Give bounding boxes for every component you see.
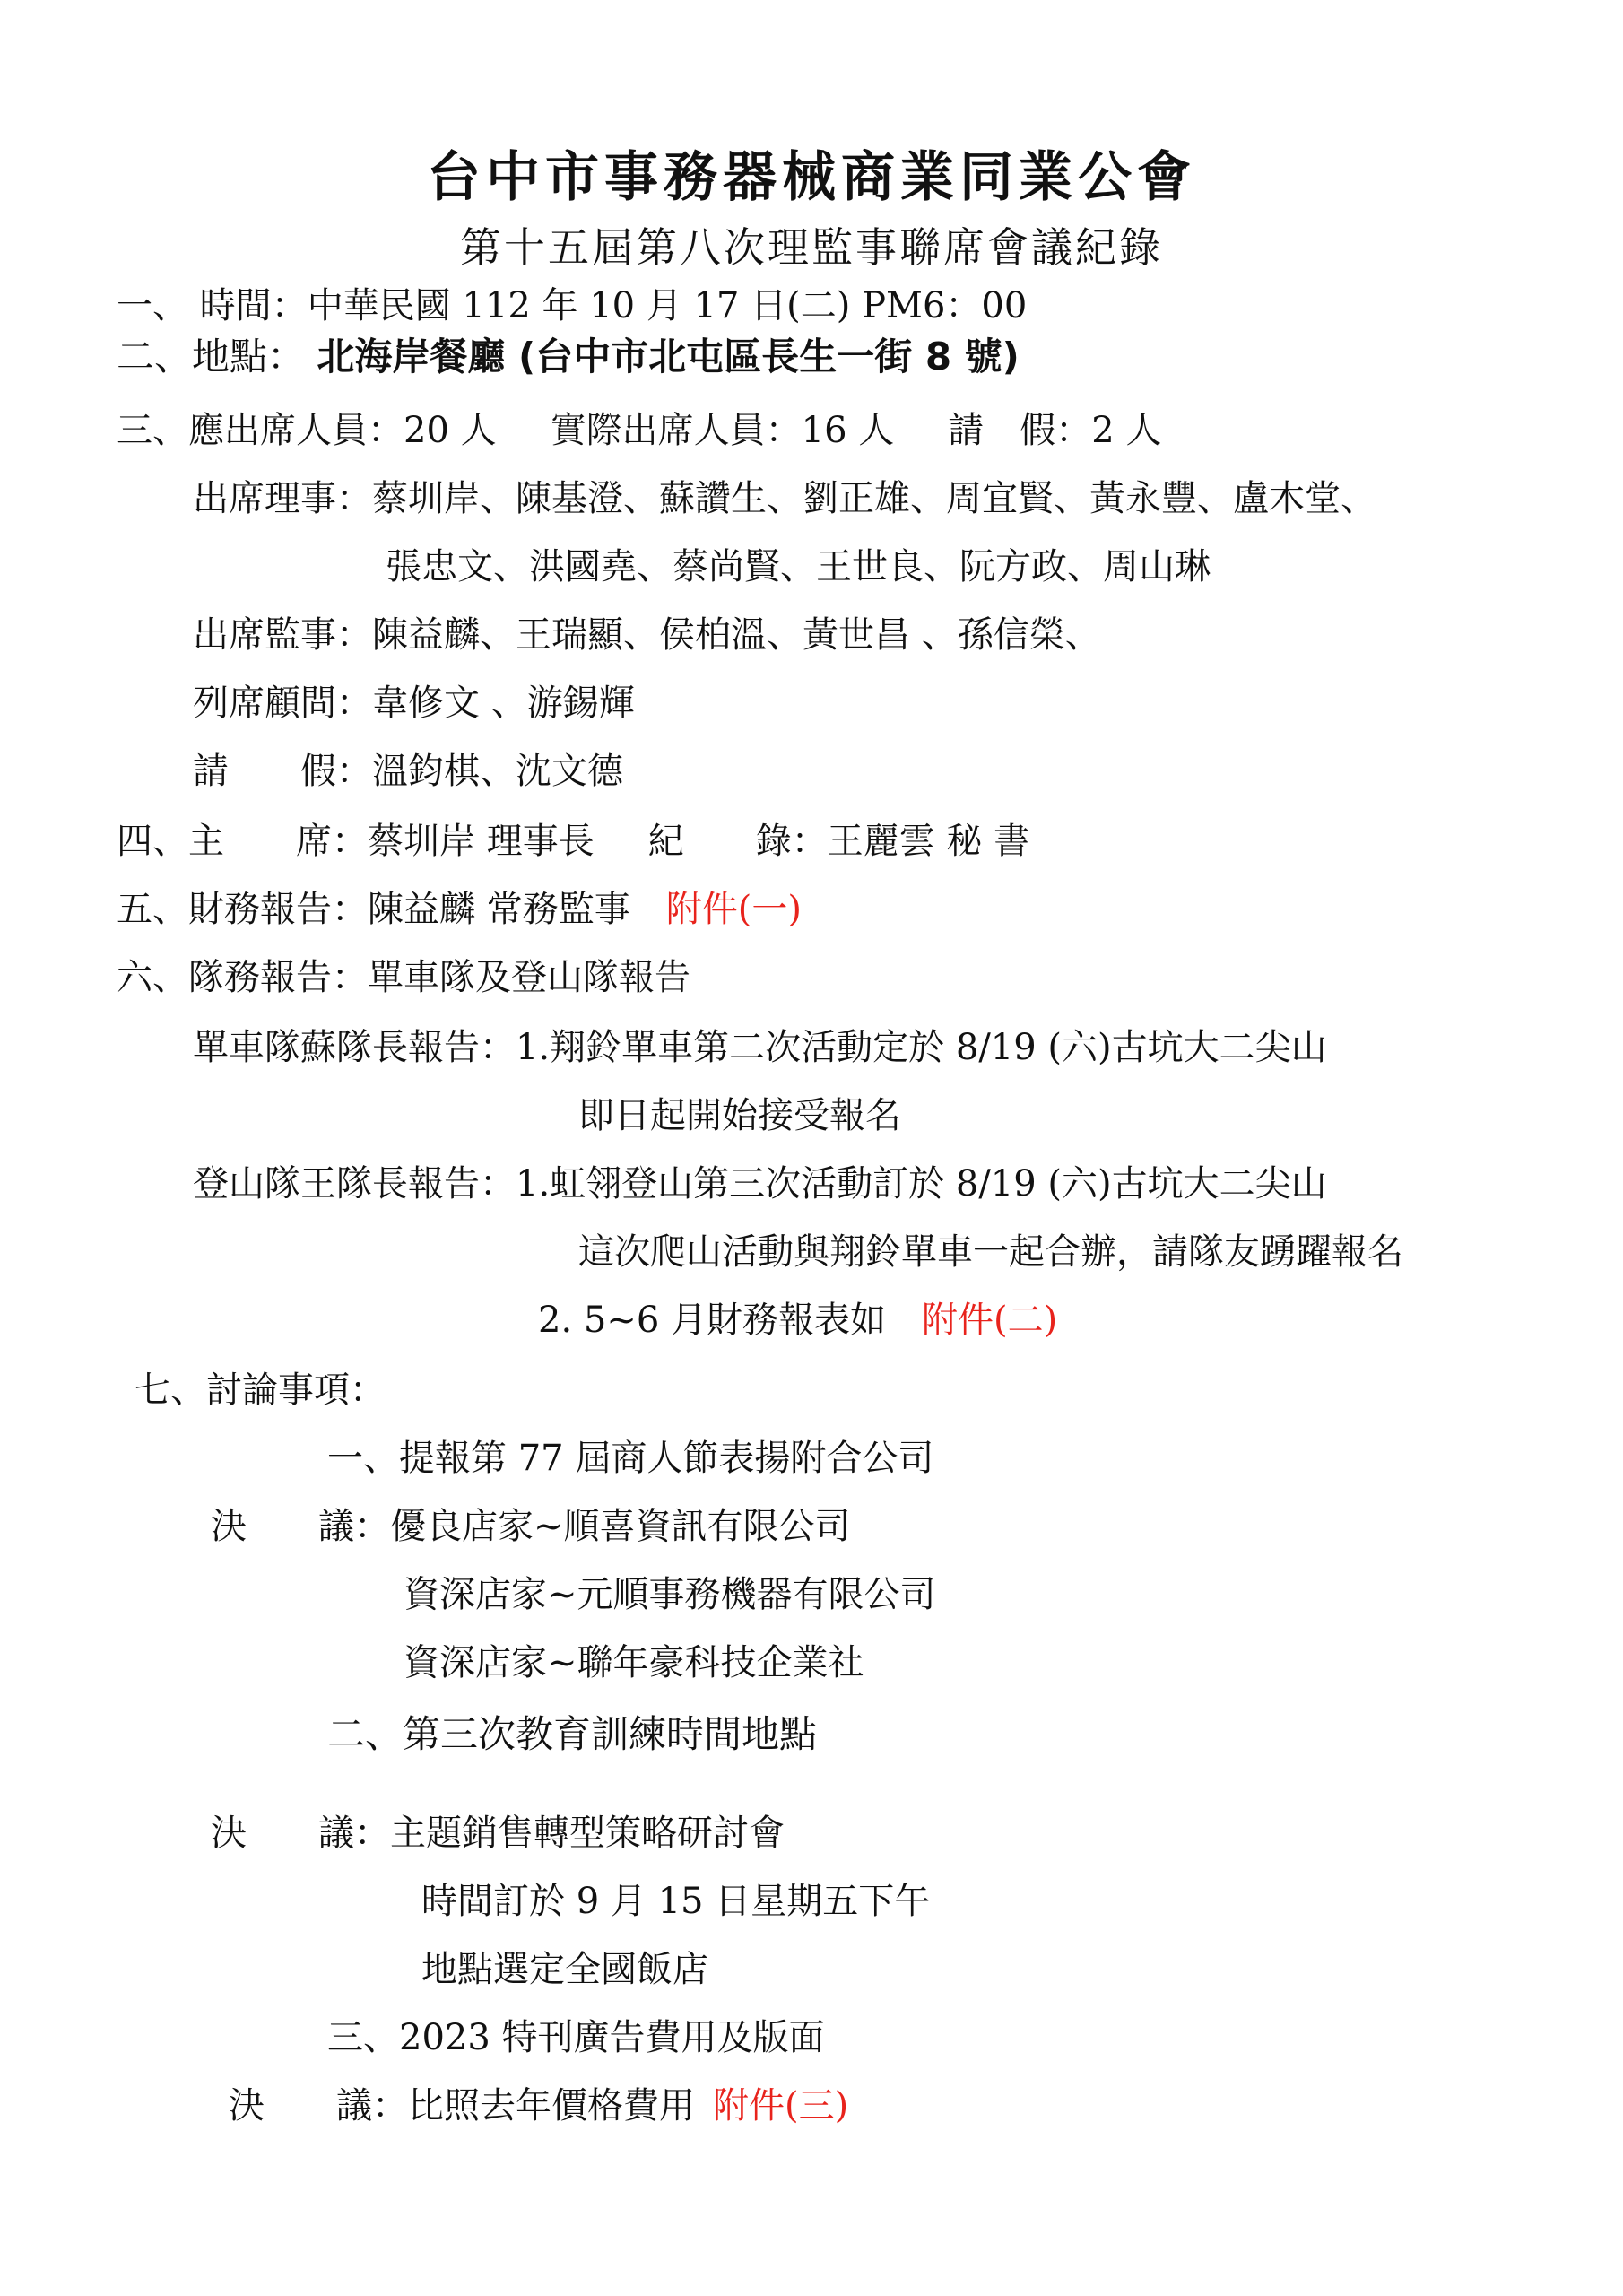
discussion-2-resolution-2: 時間訂於 9 月 15 日星期五下午 xyxy=(421,1881,931,1922)
bike-report-line-1: 單車隊蘇隊長報告：1.翔鈴單車第二次活動定於 8/19 (六)古坑大二尖山 xyxy=(193,1027,1327,1068)
discussion-1-resolution-2: 資深店家~元順事務機器有限公司 xyxy=(404,1574,936,1615)
recorder: 紀 錄：王麗雲 秘 書 xyxy=(647,821,1030,862)
advisors-line: 列席顧問：韋修文 、游錫輝 xyxy=(193,683,635,724)
discussion-heading: 七、討論事項： xyxy=(135,1370,386,1411)
finance-report: 五、財務報告：陳益麟 常務監事 xyxy=(117,889,630,930)
attendance-leave: 請 假：2 人 xyxy=(948,410,1162,451)
discussion-1-topic: 一、提報第 77 屆商人節表揚附合公司 xyxy=(327,1438,934,1479)
document-title: 台中市事務器械商業同業公會 xyxy=(427,146,1196,209)
directors-line-1: 出席理事：蔡圳岸、陳基澄、蘇讚生、劉正雄、周宜賢、黃永豐、盧木堂、 xyxy=(193,478,1376,519)
attendance-actual: 實際出席人員：16 人 xyxy=(550,410,895,451)
finance-report-line xyxy=(117,886,802,933)
document-subtitle: 第十五屆第八次理監事聯席會議紀錄 xyxy=(460,223,1163,272)
discussion-1-resolution-3: 資深店家~聯年豪科技企業社 xyxy=(404,1642,864,1683)
hike-finance-text: 2. 5~6 月財務報表如 xyxy=(538,1300,887,1341)
meeting-place xyxy=(117,334,1020,380)
team-report: 六、隊務報告：單車隊及登山隊報告 xyxy=(117,957,690,998)
hike-report-line-2: 這次爬山活動與翔鈴單車一起合辦，請隊友踴躍報名 xyxy=(578,1231,1403,1273)
discussion-2-resolution: 決 議：主題銷售轉型策略研討會 xyxy=(211,1813,785,1854)
attendance-expected: 三、應出席人員：20 人 xyxy=(117,410,497,451)
discussion-3-attachment-link[interactable]: 附件(三) xyxy=(713,2085,849,2126)
finance-attachment-link[interactable]: 附件(一) xyxy=(665,889,802,930)
discussion-3-resolution: 決 議：比照去年價格費用 xyxy=(229,2085,695,2126)
bike-report-line-2: 即日起開始接受報名 xyxy=(578,1095,901,1136)
discussion-2-resolution-3: 地點選定全國飯店 xyxy=(421,1949,708,1990)
chair: 四、主 席：蔡圳岸 理事長 xyxy=(117,821,595,862)
leave-line: 請 假：溫鈞棋、沈文德 xyxy=(193,751,623,792)
hike-report-line-1: 登山隊王隊長報告：1.虹翎登山第三次活動訂於 8/19 (六)古坑大二尖山 xyxy=(193,1163,1327,1205)
hike-report-line-3 xyxy=(538,1297,1057,1344)
meeting-place-value: 北海岸餐廳 (台中市北屯區長生一街 8 號) xyxy=(317,335,1020,378)
supervisors-line: 出席監事：陳益麟、王瑞顯、侯柏溫、黃世昌 、孫信榮、 xyxy=(193,614,1101,656)
discussion-3-topic: 三、2023 特刊廣告費用及版面 xyxy=(327,2017,825,2058)
discussion-2-topic: 二、第三次教育訓練時間地點 xyxy=(327,1712,818,1756)
attendance-summary xyxy=(117,407,1161,454)
directors-line-2: 張忠文、洪國堯、蔡尚賢、王世良、阮方政、周山琳 xyxy=(386,546,1211,587)
hike-attachment-link[interactable]: 附件(二) xyxy=(922,1300,1058,1341)
discussion-1-resolution: 決 議：優良店家~順喜資訊有限公司 xyxy=(211,1506,851,1547)
meeting-place-label: 二、地點： xyxy=(117,335,306,378)
discussion-3-resolution-line xyxy=(229,2083,848,2129)
chair-recorder-line xyxy=(117,818,1029,865)
meeting-time: 一、 時間：中華民國 112 年 10 月 17 日(二) PM6：00 xyxy=(117,285,1028,326)
